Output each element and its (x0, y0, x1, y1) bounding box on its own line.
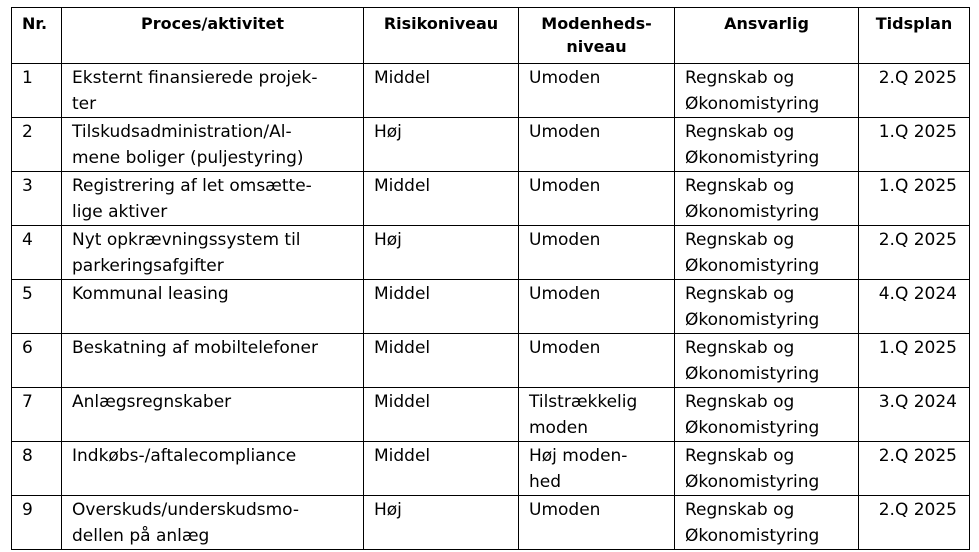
table-row (12, 118, 970, 172)
cell-maturity: Umoden (519, 280, 675, 334)
cell-schedule: 2.Q 2025 (859, 226, 970, 280)
cell-risk: Middel (364, 280, 519, 334)
cell-maturity: Umoden (519, 334, 675, 388)
cell-schedule: 4.Q 2024 (859, 280, 970, 334)
cell-process: Tilskudsadministration/Al- mene boliger (puljestyring) (62, 118, 364, 172)
cell-nr: 9 (12, 496, 62, 550)
cell-responsible: Regnskab og Økonomistyring (675, 118, 859, 172)
cell-schedule: 1.Q 2025 (859, 118, 970, 172)
cell-maturity: Umoden (519, 118, 675, 172)
cell-risk: Middel (364, 388, 519, 442)
cell-process: Indkøbs-/aftalecompliance (62, 442, 364, 496)
cell-schedule: 1.Q 2025 (859, 334, 970, 388)
cell-process: Kommunal leasing (62, 280, 364, 334)
header-maturity: Modenheds- niveau (519, 8, 675, 64)
cell-responsible: Regnskab og Økonomistyring (675, 280, 859, 334)
cell-responsible: Regnskab og Økonomistyring (675, 388, 859, 442)
table-row (12, 226, 970, 280)
cell-schedule: 2.Q 2025 (859, 442, 970, 496)
cell-nr: 1 (12, 64, 62, 118)
cell-nr: 7 (12, 388, 62, 442)
cell-nr: 4 (12, 226, 62, 280)
header-responsible: Ansvarlig (675, 8, 859, 64)
table-row (12, 442, 970, 496)
cell-nr: 8 (12, 442, 62, 496)
cell-nr: 2 (12, 118, 62, 172)
cell-risk: Middel (364, 172, 519, 226)
header-row (12, 8, 970, 64)
table-row (12, 280, 970, 334)
process-table (11, 7, 970, 550)
cell-risk: Middel (364, 334, 519, 388)
cell-process: Eksternt finansierede projek- ter (62, 64, 364, 118)
cell-responsible: Regnskab og Økonomistyring (675, 334, 859, 388)
cell-maturity: Høj moden- hed (519, 442, 675, 496)
cell-maturity: Umoden (519, 496, 675, 550)
cell-schedule: 1.Q 2025 (859, 172, 970, 226)
header-schedule: Tidsplan (859, 8, 970, 64)
cell-maturity: Tilstrækkelig moden (519, 388, 675, 442)
table-row (12, 334, 970, 388)
cell-schedule: 2.Q 2025 (859, 496, 970, 550)
table-row (12, 388, 970, 442)
cell-nr: 6 (12, 334, 62, 388)
cell-responsible: Regnskab og Økonomistyring (675, 172, 859, 226)
cell-responsible: Regnskab og Økonomistyring (675, 64, 859, 118)
cell-risk: Middel (364, 64, 519, 118)
cell-risk: Høj (364, 496, 519, 550)
cell-nr: 5 (12, 280, 62, 334)
cell-process: Overskuds/underskudsmo- dellen på anlæg (62, 496, 364, 550)
cell-nr: 3 (12, 172, 62, 226)
cell-risk: Høj (364, 226, 519, 280)
cell-schedule: 3.Q 2024 (859, 388, 970, 442)
cell-process: Nyt opkrævningssystem til parkeringsafgifter (62, 226, 364, 280)
cell-responsible: Regnskab og Økonomistyring (675, 442, 859, 496)
cell-maturity: Umoden (519, 226, 675, 280)
table-row (12, 172, 970, 226)
cell-responsible: Regnskab og Økonomistyring (675, 226, 859, 280)
cell-risk: Høj (364, 118, 519, 172)
cell-schedule: 2.Q 2025 (859, 64, 970, 118)
cell-process: Anlægsregnskaber (62, 388, 364, 442)
table-row (12, 496, 970, 550)
header-process: Proces/aktivitet (62, 8, 364, 64)
header-nr: Nr. (12, 8, 62, 64)
cell-process: Registrering af let omsætte- lige aktiver (62, 172, 364, 226)
cell-responsible: Regnskab og Økonomistyring (675, 496, 859, 550)
table-row (12, 64, 970, 118)
cell-risk: Middel (364, 442, 519, 496)
cell-process: Beskatning af mobiltelefoner (62, 334, 364, 388)
cell-maturity: Umoden (519, 172, 675, 226)
header-risk: Risikoniveau (364, 8, 519, 64)
cell-maturity: Umoden (519, 64, 675, 118)
